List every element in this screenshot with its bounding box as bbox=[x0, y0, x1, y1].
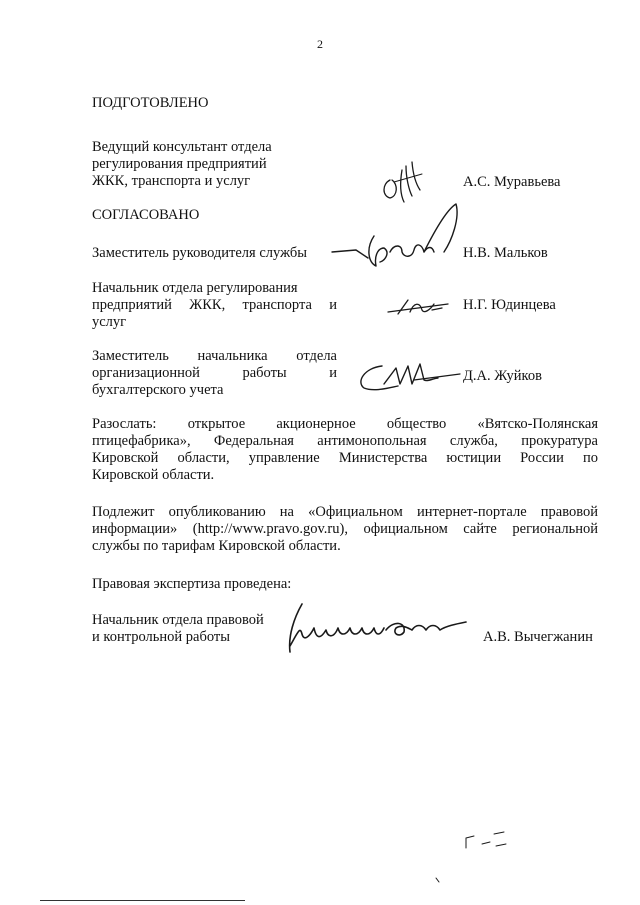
signature-yudintseva bbox=[384, 292, 454, 322]
distribution-line: птицефабрика», Федеральная антимонопольная служба, прокуратура bbox=[92, 433, 598, 449]
distribution-paragraph bbox=[92, 416, 598, 484]
signer-position-line: Начальник отдела регулирования bbox=[92, 280, 298, 296]
distribution-line: Кировской области. bbox=[92, 467, 215, 483]
signer-name: Д.А. Жуйков bbox=[463, 368, 542, 384]
signer-position-line: бухгалтерского учета bbox=[92, 382, 224, 398]
legal-review-name: А.В. Вычегжанин bbox=[483, 629, 593, 645]
legal-review-position-line: и контрольной работы bbox=[92, 629, 230, 645]
legal-review-position-line: Начальник отдела правовой bbox=[92, 612, 264, 628]
page-number: 2 bbox=[317, 37, 323, 51]
signer-name: Н.В. Мальков bbox=[463, 245, 548, 261]
signer-position-line: предприятий ЖКК, транспорта и bbox=[92, 297, 337, 313]
signer-position bbox=[92, 280, 337, 331]
publication-line: службы по тарифам Кировской области. bbox=[92, 538, 341, 554]
legal-review-text: Правовая экспертиза проведена: bbox=[92, 576, 292, 592]
scan-speck bbox=[434, 876, 444, 886]
publication-line: Подлежит опубликованию на «Официальном интернет-портале правовой bbox=[92, 504, 598, 520]
signer-name: Н.Г. Юдинцева bbox=[463, 297, 556, 313]
prepared-position-line: ЖКК, транспорта и услуг bbox=[92, 173, 251, 189]
signer-position-line: Заместитель начальника отдела bbox=[92, 348, 337, 364]
signer-position-line: организационной работы и bbox=[92, 365, 337, 381]
signature-vychegzhanin bbox=[280, 596, 470, 660]
prepared-position-line: регулирования предприятий bbox=[92, 156, 267, 172]
signer-position bbox=[92, 348, 337, 399]
footer-rule bbox=[40, 900, 245, 901]
signature-zhuykov bbox=[354, 358, 464, 398]
signature-malkov bbox=[328, 196, 463, 286]
prepared-heading: ПОДГОТОВЛЕНО bbox=[92, 95, 209, 111]
signer-position-line: услуг bbox=[92, 314, 127, 330]
prepared-position-line: Ведущий консультант отдела bbox=[92, 139, 272, 155]
prepared-name: А.С. Муравьева bbox=[463, 174, 561, 190]
signer-position: Заместитель руководителя службы bbox=[92, 245, 308, 261]
prepared-position bbox=[92, 139, 342, 190]
distribution-line: Разослать: открытое акционерное общество «Вятско-Полянская bbox=[92, 416, 598, 432]
handwritten-mark bbox=[460, 824, 510, 864]
distribution-line: Кировской области, управление Министерства юстиции России по bbox=[92, 450, 598, 466]
publication-paragraph bbox=[92, 504, 598, 555]
publication-line: информации» (http://www.pravo.gov.ru), официальном сайте региональной bbox=[92, 521, 598, 537]
legal-review-position bbox=[92, 612, 292, 646]
agreed-heading: СОГЛАСОВАНО bbox=[92, 207, 200, 223]
